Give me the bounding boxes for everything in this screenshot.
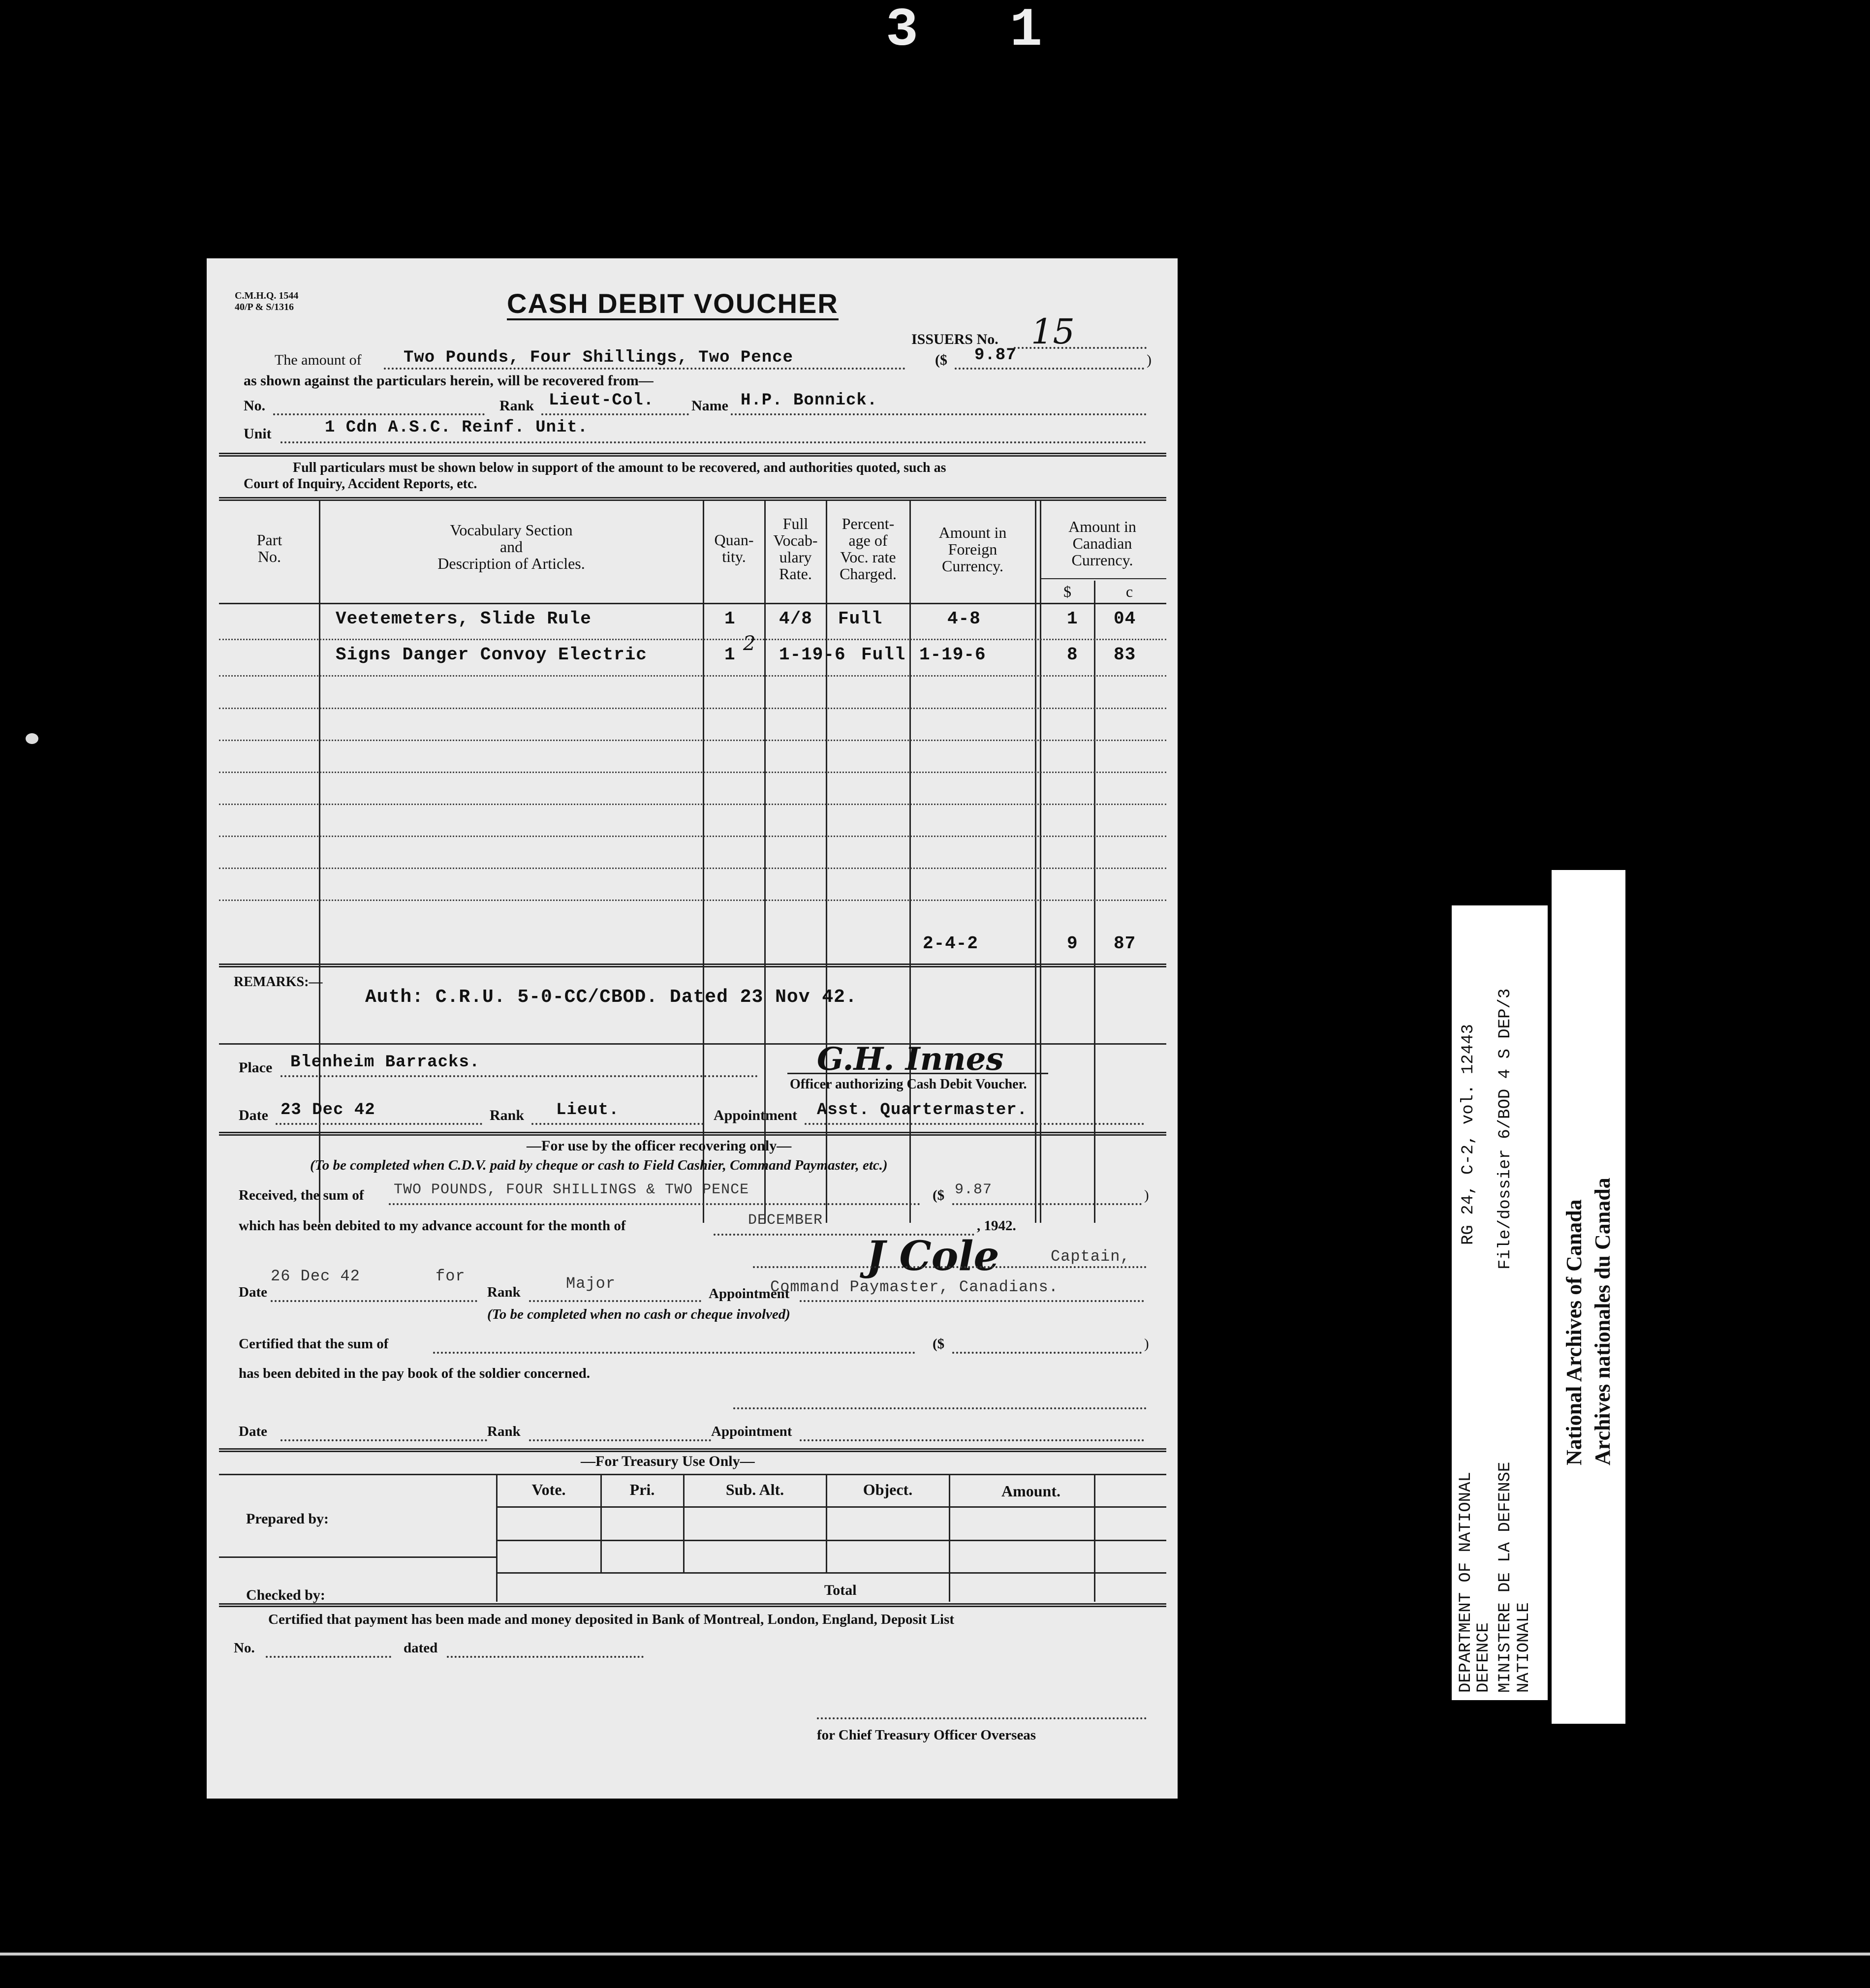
name-value: H.P. Bonnick. <box>741 391 878 410</box>
dept-line-2: DEFENCE <box>1474 1622 1493 1693</box>
dept-line-4: NATIONALE <box>1515 1602 1533 1693</box>
treasury-heading: —For Treasury Use Only— <box>581 1453 755 1469</box>
amount-label: The amount of <box>275 352 362 368</box>
name-label: Name <box>691 398 728 414</box>
checked-by-label: Checked by: <box>246 1587 325 1603</box>
cash-debit-voucher-form <box>207 258 1178 1799</box>
row-2-description: Signs Danger Convoy Electric <box>336 645 647 665</box>
remarks-label: REMARKS:— <box>234 974 323 990</box>
treasury-total-label: Total <box>824 1582 857 1598</box>
row-1-foreign: 4-8 <box>947 609 981 629</box>
deposit-no-label: No. <box>234 1640 255 1656</box>
month-value: DECEMBER <box>748 1212 823 1229</box>
auth-rank-label: Rank <box>490 1107 525 1123</box>
place-label: Place <box>239 1059 273 1076</box>
deposit-text: Certified that payment has been made and money deposited in Bank of Montreal, London, England, Deposit List <box>268 1612 955 1627</box>
dept-line-3: MINISTERE DE LA DEFENSE <box>1496 1461 1515 1693</box>
prepared-by-label: Prepared by: <box>246 1511 329 1527</box>
recovery-heading: —For use by the officer recovering only— <box>527 1138 792 1154</box>
archives-label-strip <box>1552 870 1625 1724</box>
auth-appointment-value: Asst. Quartermaster. <box>817 1101 1028 1119</box>
signature-title: Captain, <box>1051 1247 1130 1266</box>
auth-appointment-label: Appointment <box>714 1107 798 1123</box>
auth-rank-value: Lieut. <box>556 1101 620 1119</box>
row-1-quantity: 1 <box>724 609 736 629</box>
treasury-col-vote: Vote. <box>531 1481 566 1498</box>
authorizing-signature: G.H. Innes <box>817 1041 1004 1078</box>
archive-ref: RG 24, C-2, vol. 12443 <box>1459 1024 1478 1245</box>
chief-treasury-label: for Chief Treasury Officer Overseas <box>817 1727 1036 1743</box>
archives-fr: Archives nationales du Canada <box>1590 1178 1615 1465</box>
table-row-rule <box>219 836 1166 837</box>
table-row-rule <box>219 740 1166 741</box>
header-cents: c <box>1125 583 1133 600</box>
certified-dollar-close: ) <box>1144 1336 1149 1352</box>
header-vocabulary: Vocabulary Section and Description of Articles. <box>437 521 585 572</box>
amount-dollar-close: ) <box>1147 352 1152 368</box>
received-label: Received, the sum of <box>239 1187 364 1203</box>
received-dollar-value: 9.87 <box>955 1181 993 1198</box>
remarks-value: Auth: C.R.U. 5-0-CC/CBOD. Dated 23 Nov 42. <box>365 987 857 1008</box>
recovery-subheading: (To be completed when C.D.V. paid by cheque or cash to Field Cashier, Command Paymaster, etc.) <box>310 1157 888 1173</box>
archive-file: File/dossier 6/BOD 4 S DEP/3 <box>1496 988 1515 1270</box>
film-speck <box>26 733 38 744</box>
no-cash-date-label: Date <box>239 1424 267 1439</box>
top-marks: 3 1 <box>886 0 1072 62</box>
deposit-dated-label: dated <box>404 1640 438 1656</box>
form-title: CASH DEBIT VOUCHER <box>507 289 839 320</box>
auth-date-label: Date <box>239 1107 268 1123</box>
recovery-for-text: for <box>436 1267 466 1285</box>
recovering-signature: J Cole <box>866 1233 999 1280</box>
amount-dollar-open: ($ <box>935 352 947 368</box>
unit-label: Unit <box>244 426 272 442</box>
rank-value: Lieut-Col. <box>549 391 654 410</box>
row-2-quantity-correction: 2 <box>743 632 756 655</box>
table-row-rule <box>219 675 1166 677</box>
header-full-vocab-rate: Full Vocab- ulary Rate. <box>773 515 818 583</box>
particulars-line-2: Court of Inquiry, Accident Reports, etc. <box>244 476 477 492</box>
no-cash-appointment-label: Appointment <box>711 1424 792 1439</box>
total-foreign: 2-4-2 <box>923 933 979 954</box>
header-percentage: Percent- age of Voc. rate Charged. <box>840 515 897 583</box>
received-value: TWO POUNDS, FOUR SHILLINGS & TWO PENCE <box>394 1181 749 1198</box>
received-dollar-open: ($ <box>933 1187 945 1203</box>
treasury-col-sub-alt: Sub. Alt. <box>725 1481 784 1498</box>
row-1-description: Veetemeters, Slide Rule <box>336 609 592 629</box>
row-2-foreign: 1-19-6 <box>919 645 986 665</box>
auth-date-value: 23 Dec 42 <box>280 1101 375 1119</box>
dept-line-1: DEPARTMENT OF NATIONAL <box>1457 1472 1475 1693</box>
total-dollars: 9 <box>1067 933 1078 954</box>
recovery-date-value: 26 Dec 42 <box>271 1267 360 1285</box>
paybook-text: has been debited in the pay book of the soldier concerned. <box>239 1366 591 1381</box>
particulars-line-1: Full particulars must be shown below in support of the amount to be recovered, and authorities quoted, such as <box>293 460 946 475</box>
header-canadian-currency: Amount in Canadian Currency. <box>1068 518 1136 569</box>
header-quantity: Quan- tity. <box>714 531 754 565</box>
treasury-col-object: Object. <box>863 1481 913 1498</box>
header-dollars: $ <box>1063 583 1071 600</box>
row-2-cents: 83 <box>1114 645 1136 665</box>
row-1-cents: 04 <box>1114 609 1136 629</box>
treasury-col-amount: Amount. <box>1001 1482 1060 1500</box>
recovery-appointment-value: Command Paymaster, Canadians. <box>770 1278 1059 1296</box>
archives-en: National Archives of Canada <box>1562 1199 1586 1465</box>
place-value: Blenheim Barracks. <box>290 1053 480 1072</box>
issuers-label: ISSUERS No. <box>911 331 998 347</box>
certified-dollar-open: ($ <box>933 1336 945 1352</box>
unit-value: 1 Cdn A.S.C. Reinf. Unit. <box>325 418 589 437</box>
table-row-rule <box>219 708 1166 709</box>
header-part-no: Part No. <box>256 531 282 565</box>
recovery-date-label: Date <box>239 1284 267 1300</box>
year-value: , 1942. <box>977 1218 1016 1234</box>
total-cents: 87 <box>1114 933 1136 954</box>
table-row-rule <box>219 772 1166 773</box>
form-code-1: C.M.H.Q. 1544 <box>235 290 299 301</box>
amount-dollar-value: 9.87 <box>974 346 1017 365</box>
received-dollar-close: ) <box>1144 1187 1149 1203</box>
rank-label: Rank <box>499 398 534 414</box>
amount-text: Two Pounds, Four Shillings, Two Pence <box>404 348 793 367</box>
certified-label: Certified that the sum of <box>239 1336 389 1352</box>
table-row-rule <box>219 639 1166 640</box>
row-1-rate: 4/8 <box>779 609 812 629</box>
no-label: No. <box>244 398 266 414</box>
row-2-quantity: 1 <box>724 645 736 665</box>
no-cash-rank-label: Rank <box>487 1424 521 1439</box>
row-2-dollars: 8 <box>1067 645 1078 665</box>
row-1-percentage: Full <box>838 609 883 629</box>
table-row-rule <box>219 900 1166 901</box>
row-1-dollars: 1 <box>1067 609 1078 629</box>
recovery-rank-value: Major <box>566 1274 616 1293</box>
recovery-appointment-label: Appointment <box>709 1286 790 1302</box>
header-foreign-currency: Amount in Foreign Currency. <box>938 524 1007 575</box>
film-edge-line <box>0 1953 1870 1956</box>
no-cash-heading: (To be completed when no cash or cheque involved) <box>487 1306 790 1322</box>
officer-authorizing-label: Officer authorizing Cash Debit Voucher. <box>790 1077 1027 1092</box>
issuers-number: 15 <box>1031 311 1075 352</box>
row-2-rate: 1-19-6 <box>779 645 846 665</box>
row-2-percentage: Full <box>861 645 906 665</box>
form-code-2: 40/P & S/1316 <box>235 302 294 312</box>
recovered-text: as shown against the particulars herein, will be recovered from— <box>244 373 654 389</box>
debited-text: which has been debited to my advance account for the month of <box>239 1218 626 1234</box>
archive-reference-strip <box>1452 905 1548 1700</box>
treasury-col-pri: Pri. <box>629 1481 655 1498</box>
recovery-rank-label: Rank <box>487 1284 521 1300</box>
table-row-rule <box>219 804 1166 805</box>
table-row-rule <box>219 868 1166 869</box>
